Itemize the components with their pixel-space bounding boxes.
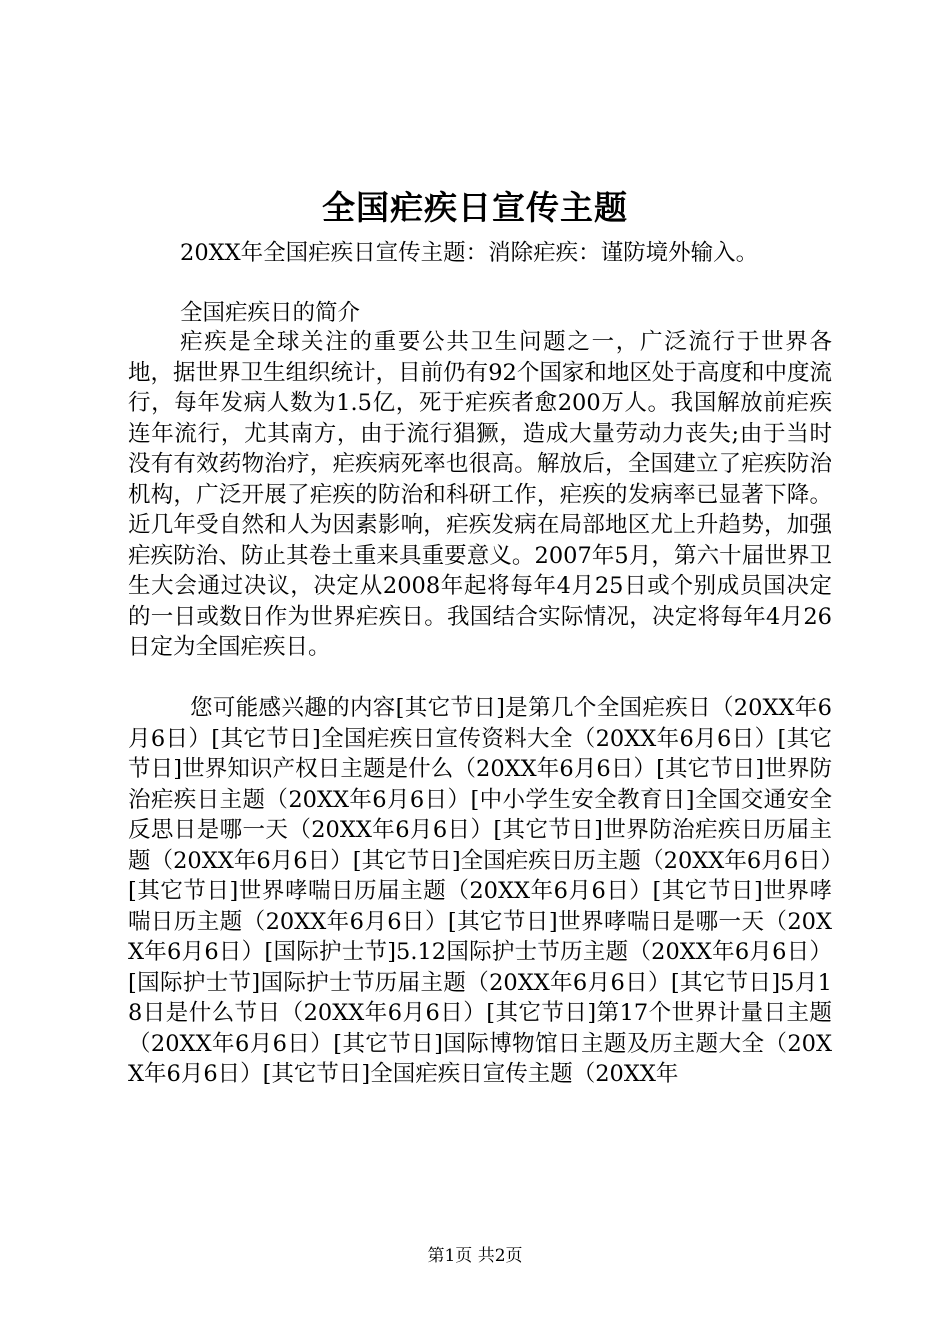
page-footer: 第1页 共2页	[427, 1246, 523, 1266]
theme-line: 20XX年全国疟疾日宣传主题：消除疟疾：谨防境外输入。	[180, 240, 759, 266]
document-title: 全国疟疾日宣传主题	[322, 188, 628, 227]
related-content-paragraph: 您可能感兴趣的内容[其它节日]是第几个全国疟疾日（20XX年6月6日）[其它节日]全国疟疾日宣传资料大全（20XX年6月6日）[其它节日]世界知识产权日主题是什么（20XX年6月6日）[其它节日]世界防治疟疾日主题（20XX年6月6日）[中小学生安全教育日]全国交通安全反思日是哪一天（20XX年6月6日）[其它节日]世界防治疟疾日历届主题（20XX年6月6日）[其它节日]全国疟疾日历主题（20XX年6月6日）[其它节日]世界哮喘日历届主题（20XX年6月6日）[其它节日]世界哮喘日历主题（20XX年6月6日）[其它节日]世界哮喘日是哪一天（20XX年6月6日）[国际护士节]5.12国际护士节历主题（20XX年6月6日）[国际护士节]国际护士节历届主题（20XX年6月6日）[其它节日]5月18日是什么节日（20XX年6月6日）[其它节日]第17个世界计量日主题（20XX年6月6日）[其它节日]国际博物馆日主题及历主题大全（20XX年6月6日）[其它节日]全国疟疾日宣传主题（20XX年	[128, 695, 832, 1087]
intro-paragraph: 疟疾是全球关注的重要公共卫生问题之一，广泛流行于世界各地，据世界卫生组织统计，目前仍有92个国家和地区处于高度和中度流行，每年发病人数为1.5亿，死于疟疾者愈200万人。我国解放前疟疾连年流行，尤其南方，由于流行猖獗，造成大量劳动力丧失;由于当时没有有效药物治疗，疟疾病死率也很高。解放后，全国建立了疟疾防治机构，广泛开展了疟疾的防治和科研工作，疟疾的发病率已显著下降。近几年受自然和人为因素影响，疟疾发病在局部地区尤上升趋势，加强疟疾防治、防止其卷土重来具重要意义。2007年5月，第六十届世界卫生大会通过决议，决定从2008年起将每年4月25日或个别成员国决定的一日或数日作为世界疟疾日。我国结合实际情况，决定将每年4月26日定为全国疟疾日。	[128, 329, 832, 660]
intro-heading: 全国疟疾日的简介	[180, 300, 361, 326]
